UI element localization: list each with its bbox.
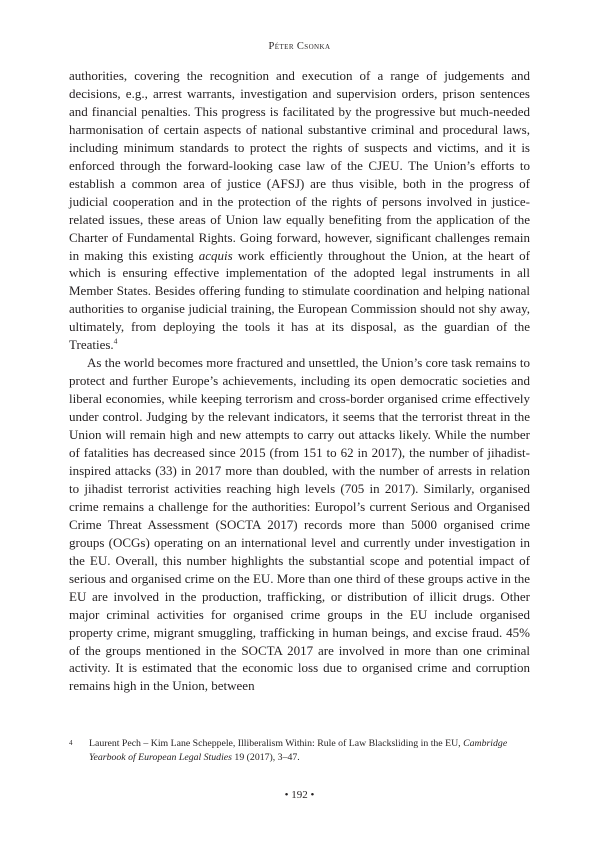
page-number: • 192 •	[284, 789, 315, 801]
footnote-text-b: 19 (2017), 3–47.	[231, 752, 300, 763]
acquis-term: acquis	[198, 247, 233, 263]
footnote	[69, 737, 530, 765]
paragraph-1	[69, 67, 530, 354]
paragraph-2: As the world becomes more fractured and unsettled, the Union’s core task remains to protect and further Europe’s achievements, including its open democratic societies and liberal economies, while keeping terrorism and cross-border organised crime effectively under control. Judging by the relevant indicators, it seems that the terrorist threat in the Union will remain high and new attempts to carry out attacks likely. While the number of fatalities has decreased since 2015 (from 151 to 62 in 2017), the number of jihadist-inspired attacks (33) in 2017 more than doubled, with the number of arrests in relation to jihadist terrorist activities reaching high levels (705 in 2017). Similarly, organised crime remains a challenge for the authorities: Europol’s current Serious and Organised Crime Threat Assessment (SOCTA 2017) records more than 5000 organised crime groups (OCGs) operating on an international level and currently under investigation in the EU. Overall, this number highlights the substantial scope and potential impact of serious and organised crime on the EU. More than one third of these groups active in the EU are involved in the production, trafficking, or distribution of illicit drugs. Other major criminal activities for organised crime groups in the EU include organised property crime, migrant smuggling, trafficking in human beings, and excise fraud. 45% of the groups mentioned in the SOCTA 2017 are involved in more than one criminal activity. It is estimated that the economic loss due to organised crime and corruption remains high in the Union, between	[69, 355, 530, 694]
footnote-number: 4	[69, 739, 73, 747]
paragraph-1-text-b: work efficiently throughout the Union, at the heart of which is ensuring effective implementation of the adopted legal instruments in all Member States. Besides offering funding to stimulate coordination and helping national authorities to organise judicial training, the European Commission should not shy away, ultimately, from deploying the tools it has at its disposal, as the guardian of the Treaties.	[69, 247, 531, 353]
paragraph-1-text-a: authorities, covering the recognition and execution of a range of judgements and decisions, e.g., arrest warrants, investigation and supervision orders, prison sentences and financial penalties. This progress is facilitated by the progressive but much-needed harmonisation of certain aspects of national substantive criminal and procedural laws, including minimum standards to protect the rights of suspects and victims, and it is enforced through the forward-looking case law of the CJEU. The Union’s efforts to establish a common area of justice (AFSJ) are thus visible, both in the progress of judicial cooperation and in the protection of the rights of persons involved in justice-related issues, these areas of Union law equally benefiting from the application of the Charter of Fundamental Rights. Going forward, however, significant challenges remain in making this existing	[69, 68, 530, 263]
footnote-text-a: Laurent Pech – Kim Lane Scheppele, Illiberalism Within: Rule of Law Blacksliding in the EU,	[89, 738, 464, 749]
footnote-journal-title: Cambridge Yearbook of European Legal Studies	[89, 738, 508, 763]
body-text	[69, 67, 530, 695]
footnote-reference[interactable]: 4	[113, 336, 118, 346]
running-head: Péter Csonka	[268, 41, 331, 52]
